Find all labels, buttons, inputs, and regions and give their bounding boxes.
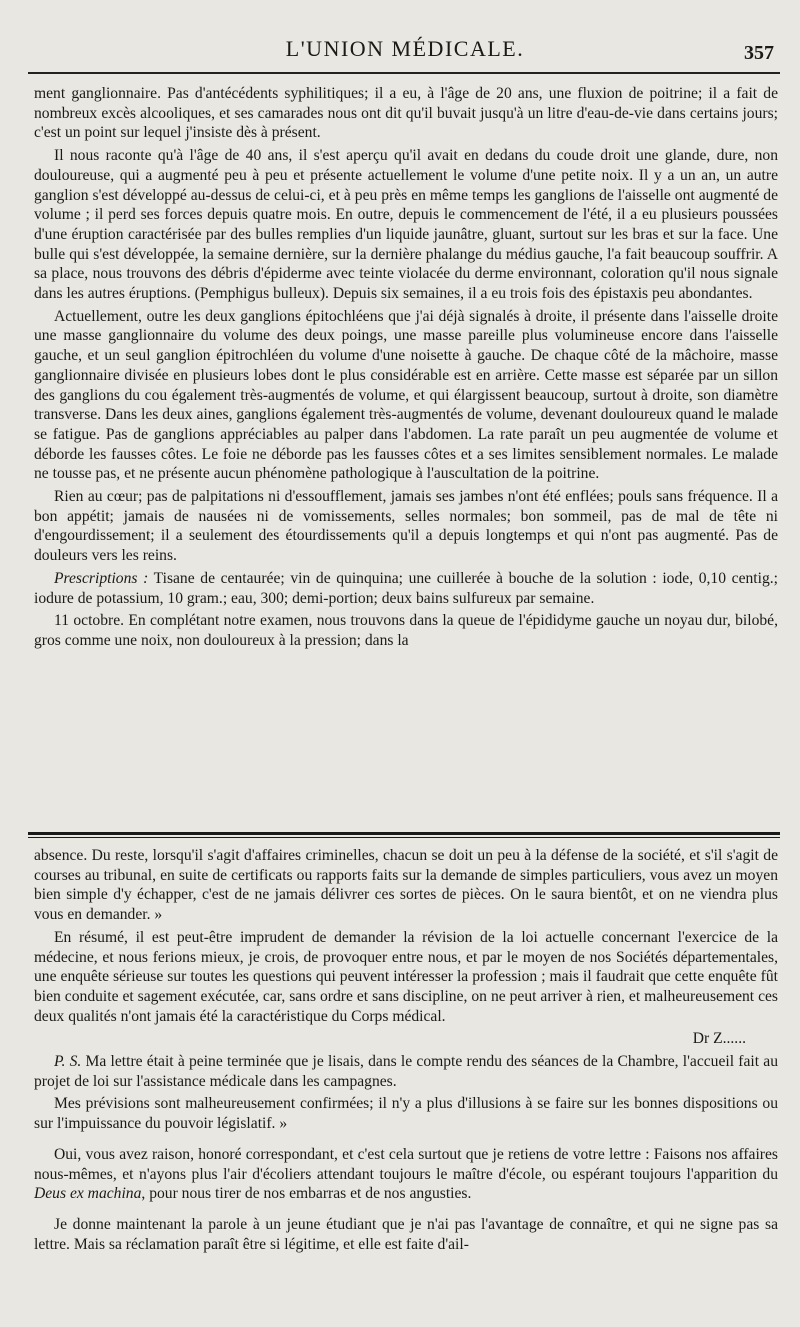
paragraph-history: ment ganglionnaire. Pas d'antécédents syphilitiques; il a eu, à l'âge de 20 ans, une fluxion de poitrine; il a fait de nombreux excès alcooliques, et ses camarades nous ont dit qu'il buvait jusqu'à un litre d'eau-de-vie dans certains jours; c'est un point sur lequel j'insiste dès à présent. [34,85,778,142]
deus-ex-machina: Deus ex machina [34,1185,142,1203]
paragraph-predictions: Mes prévisions sont malheureusement confirmées; il n'y a plus d'illusions à se faire sur les bonnes dispositions ou sur l'impuissance du pouvoir législatif. » [34,1095,778,1133]
correspondence-section [34,846,778,1257]
case-report-section [34,84,778,654]
header-rule [28,72,780,74]
postscript-label: P. S. [54,1053,82,1071]
paragraph-postscript [34,1052,778,1091]
paragraph-prescriptions [34,569,778,608]
reply-text-a: Oui, vous avez raison, honoré correspondant, et c'est cela surtout que je retiens de votre lettre : Faisons nos affaires nous-mêmes, et n'ayons plus l'air d'écoliers attendant toujours le maître d'école, ou espérant toujours l'apparition du [34,1145,778,1183]
paragraph-reply [34,1145,778,1204]
section-divider [28,832,780,835]
paragraph-absence: absence. Du reste, lorsqu'il s'agit d'affaires criminelles, chacun se doit un peu à la défense de la société, et s'il s'agit de courses au tribunal, en suite de certificats ou rapports faits sur la demande de simples particuliers, vous avez un moyen bien simple d'y échapper, c'est de ne jamais délivrer ces sortes de pièces. On le saura bientôt, et on ne viendra plus vous en demander. » [34,847,778,924]
section-divider-thin [28,837,780,838]
prescriptions-label: Prescriptions : [54,569,149,587]
spacer [34,1137,778,1145]
page-header [32,30,778,70]
paragraph-examination: Actuellement, outre les deux ganglions épitochléens que j'ai déjà signalés à droite, il présente dans l'aisselle droite une masse ganglionnaire du volume des deux poings, une masse pareille plus volumineuse encore dans l'aisselle gauche, et un seul ganglion épitrochléen du volume d'une noisette à gauche. De chaque côté de la mâchoire, masse ganglionnaire divisée en plusieurs lobes dont le plus considérable est en arrière. Cette masse est séparée par un sillon des ganglions du cou également très-augmentés de volume, et qui élargissent beaucoup, surtout à droite, son diamètre transverse. Dans les deux aines, ganglions également très-augmentés de volume, devenant douloureux quand le malade se fatigue. Pas de ganglions appréciables au palper dans l'abdomen. La rate paraît un peu augmentée de volume et déborde les fausses côtes. Le foie ne déborde pas les fausses côtes et a ses limites sensiblement normales. Le malade ne tousse pas, et ne présente aucun phénomène pathologique à l'auscultation de la poitrine. [34,307,778,483]
spacer-2 [34,1207,778,1215]
postscript-text: Ma lettre était à peine terminée que je lisais, dans le compte rendu des séances de la Chambre, l'accueil fait au projet de loi sur l'assistance médicale dans les campagnes. [34,1053,778,1090]
page-number: 357 [744,42,774,64]
paragraph-student: Je donne maintenant la parole à un jeune étudiant que je n'ai pas l'avantage de connaître, et qui ne signe pas sa lettre. Mais sa réclamation paraît être si légitime, et elle est faite d'ail- [34,1215,778,1253]
prescriptions-text: Tisane de centaurée; vin de quinquina; une cuillerée à bouche de la solution : iode, 0,10 centig.; iodure de potassium, 10 gram.; eau, 300; demi-portion; deux bains sulfureux par semaine. [34,569,778,607]
paragraph-onset: Il nous raconte qu'à l'âge de 40 ans, il s'est aperçu qu'il avait en dedans du coude droit une glande, dure, non douloureuse, qui a augmenté peu à peu et présente actuellement le volume d'une petite noix. Il y a un an, un autre ganglion s'est développé au-dessus de celui-ci, et à peu près en même temps les ganglions de l'aisselle ont augmenté de volume ; il perd ses forces depuis quatre mois. En outre, depuis le commencement de l'été, il a eu plusieurs poussées d'une éruption caractérisée par des bulles remplies d'un liquide jaunâtre, gluant, surtout sur les bras et sur la face. Une bulle qui s'est développée, la semaine dernière, sur la dernière phalange du médius gauche, l'a fait beaucoup souffrir. A sa place, nous trouvons des débris d'épiderme avec teinte violacée du derme environnant, coloration qu'il nous signale dans les autres éruptions. (Pemphigus bulleux). Depuis six semaines, il a eu trois fois des épistaxis peu abondantes. [34,147,778,303]
journal-title: L'UNION MÉDICALE. [285,36,525,61]
paragraph-summary: En résumé, il est peut-être imprudent de demander la révision de la loi actuelle concernant l'exercice de la médecine, et nous ferions mieux, je crois, de provoquer entre nous, et par le moyen de nos Sociétés départementales, une enquête sérieuse sur toutes les questions qui peuvent intéresser la profession ; mais il faudrait que cette enquête fût bien conduite et sagement exécutée, car, sans ordre et sans discipline, on ne peut arriver à rien, et malheureusement ces deux qualités n'ont jamais été la caractéristique du Corps médical. [34,928,778,1025]
reply-text-b: , pour nous tirer de nos embarras et de nos angusties. [141,1185,472,1203]
signature: Dr Z...... [692,1030,746,1048]
paragraph-october-11: 11 octobre. En complétant notre examen, nous trouvons dans la queue de l'épididyme gauche un noyau dur, bilobé, gros comme une noix, non douloureux à la pression; dans la [34,612,778,649]
paragraph-general-state: Rien au cœur; pas de palpitations ni d'essoufflement, jamais ses jambes n'ont été enflées; pouls sans fréquence. Il a bon appétit; jamais de nausées ni de vomissements, selles normales; bon sommeil, pas de mal de tête ni d'engourdissement; il a seulement des étourdissements qu'il a depuis longtemps et qui n'ont pas augmenté. Pas de douleurs vers les reins. [34,488,778,565]
